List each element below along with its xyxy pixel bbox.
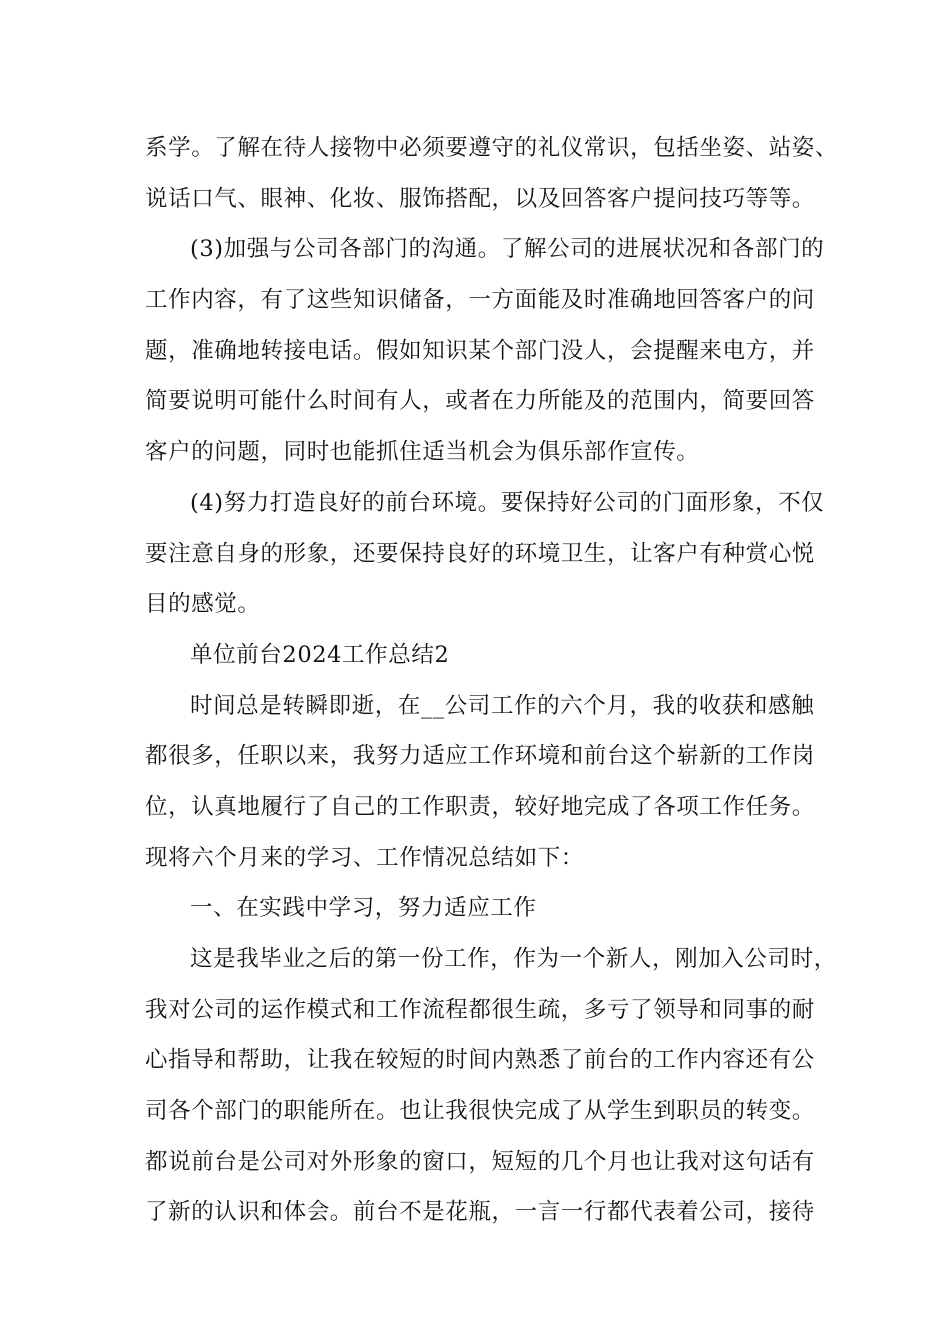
paragraph-line: 说话口气、眼神、化妆、服饰搭配，以及回答客户提问技巧等等。 [145, 185, 815, 212]
paragraph-line: 目的感觉。 [145, 591, 261, 618]
document-body [145, 123, 839, 1238]
paragraph-line: 系学。了解在待人接物中必须要遵守的礼仪常识，包括坐姿、站姿、 [145, 135, 839, 161]
paragraph-line: 现将六个月来的学习、工作情况总结如下： [145, 844, 584, 871]
paragraph-line: 工作内容，有了这些知识储备，一方面能及时准确地回答客户的问 [145, 287, 815, 314]
paragraph-line: (3)加强与公司各部门的沟通。了解公司的进展状况和各部门的 [190, 236, 825, 263]
paragraph-line: 都很多，任职以来，我努力适应工作环境和前台这个崭新的工作岗 [145, 743, 815, 770]
subsection-heading: 一、在实践中学习，努力适应工作 [190, 895, 537, 922]
paragraph-line: 我对公司的运作模式和工作流程都很生疏，多亏了领导和同事的耐 [145, 996, 815, 1023]
paragraph-line: 题，准确地转接电话。假如知识某个部门没人，会提醒来电方，并 [145, 337, 815, 364]
paragraph-line: 位，认真地履行了自己的工作职责，较好地完成了各项工作任务。 [145, 793, 815, 820]
paragraph-line: 简要说明可能什么时间有人，或者在力所能及的范围内，简要回答 [145, 388, 815, 415]
paragraph-line: 这是我毕业之后的第一份工作，作为一个新人，刚加入公司时， [190, 946, 837, 972]
paragraph-line: 心指导和帮助，让我在较短的时间内熟悉了前台的工作内容还有公 [145, 1047, 815, 1074]
paragraph-line: 都说前台是公司对外形象的窗口，短短的几个月也让我对这句话有 [145, 1148, 815, 1175]
paragraph-line: (4)努力打造良好的前台环境。要保持好公司的门面形象，不仅 [190, 489, 825, 516]
paragraph-line: 司各个部门的职能所在。也让我很快完成了从学生到职员的转变。 [145, 1098, 815, 1125]
paragraph-line: 时间总是转瞬即逝，在__公司工作的六个月，我的收获和感触 [190, 692, 815, 719]
paragraph-line: 客户的问题，同时也能抓住适当机会为俱乐部作宣传。 [145, 439, 700, 466]
paragraph-line: 了新的认识和体会。前台不是花瓶，一言一行都代表着公司，接待 [145, 1199, 815, 1226]
paragraph-line: 要注意自身的形象，还要保持良好的环境卫生，让客户有种赏心悦 [145, 540, 815, 567]
section-heading: 单位前台2024工作总结2 [190, 641, 450, 668]
